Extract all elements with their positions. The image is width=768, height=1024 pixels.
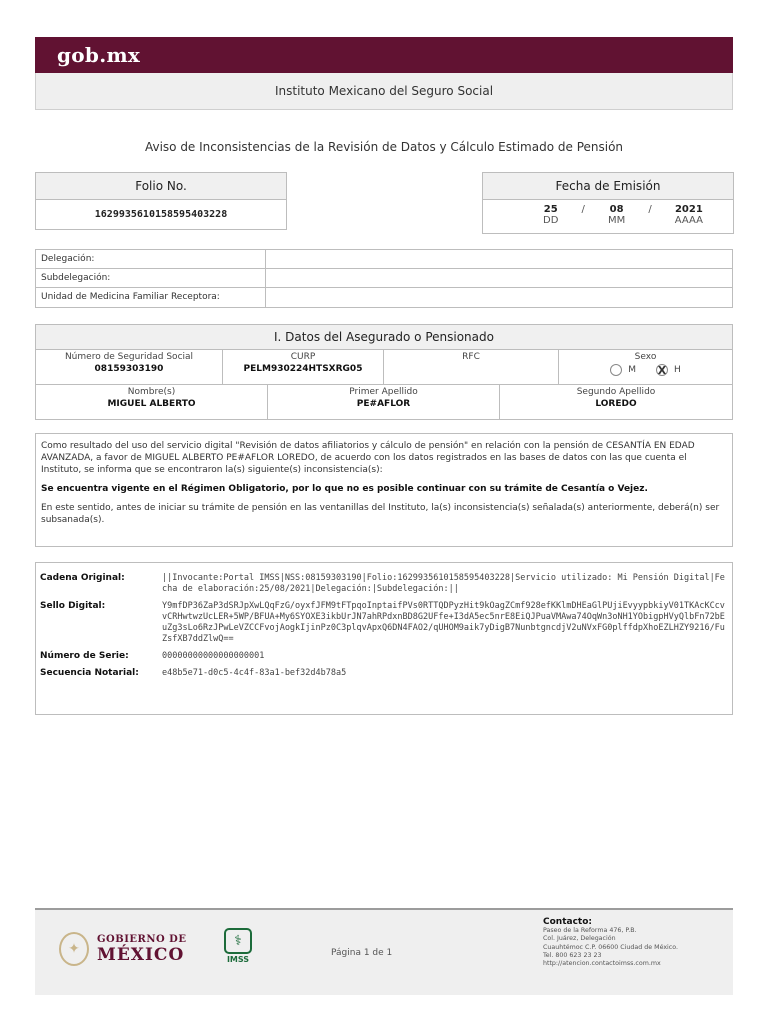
sello-value: Y9mfDP36ZaP3dSRJpXwLQqFzG/oyxfJFM9tFTpqoInptaifPVs0RTTQDPyzHit9kOagZCmf928efKKlmDHEaGlPUjiEvyypbkiyV01TKAcKCcvvCRHwtwzUcLER+5WP/BFUA+My6SYOXE3ikbUrJN7ahRPdxnBD8G2UFfe+I3dA5ec5nrE8EiQJPuaVMAwa74OqWn3oNH1YObigpHVyQlbFn72bEuZg3sLo6RzJPwLeVZCCFvojAogkIjinPz0C3plqvApxQ6DN4FAO2/qUHOM9aik7yDigB7NunbtgncdjV2uNVxFG0plffdpXhoEZLHZY9216/FuZsfXB7ddZlwQ==	[162, 601, 725, 644]
folio-value: 1629935610158595403228	[94, 209, 228, 220]
mensaje-paragraph-3: En este sentido, antes de iniciar su trámite de pensión en las ventanillas del Instituto, la(s) inconsistencia(s) señalada(s) anteriormente, deberá(n) ser subsanada(s).	[41, 503, 720, 525]
table-row	[36, 250, 732, 269]
table-row	[36, 288, 732, 307]
sexo-options	[559, 364, 732, 376]
fecha-year-label: AAAA	[674, 215, 703, 226]
segundo-apellido-cell	[500, 385, 732, 419]
fecha-month-label: MM	[607, 215, 626, 226]
contacto-line: Paseo de la Reforma 476, P.B.	[543, 927, 637, 935]
nss-cell	[36, 350, 223, 384]
fecha-emision-box	[482, 172, 734, 234]
asegurado-section	[35, 324, 733, 420]
table-row	[36, 385, 732, 419]
imss-emblem-icon: ⚕	[224, 928, 252, 954]
firma-digital-box	[35, 562, 733, 715]
nss-label: Número de Seguridad Social	[64, 352, 194, 362]
gob-logo-line1: GOBIERNO DE	[97, 933, 187, 945]
contacto-title: Contacto:	[543, 917, 592, 927]
contacto-link[interactable]: http://atencion.contactoimss.com.mx	[543, 960, 661, 968]
mensaje-paragraph-1: Como resultado del uso del servicio digital "Revisión de datos afiliatorios y cálculo de pensión" en relación con la pensión de CESANTÍA EN EDAD AVANZADA, a favor de MIGUEL ALBERTO PE#AFLOR LOREDO, de acuerdo con los datos registrados en las bases de datos con las que cuenta el Instituto, se informa que se encontraron la(s) siguiente(s) inconsistencia(s):	[41, 441, 695, 475]
brand-bar	[35, 37, 733, 73]
fecha-values	[483, 200, 733, 226]
table-row	[36, 350, 732, 385]
cadena-row	[40, 573, 728, 595]
page-header	[35, 37, 733, 110]
institute-name: Instituto Mexicano del Seguro Social	[35, 73, 733, 110]
subdelegacion-value	[266, 269, 732, 287]
nss-value: 08159303190	[94, 364, 164, 374]
contacto-line: Col. Juárez, Delegación	[543, 935, 616, 943]
segundo-apellido-label: Segundo Apellido	[576, 387, 656, 397]
umf-label: Unidad de Medicina Familiar Receptora:	[36, 288, 266, 307]
primer-apellido-value: PE#AFLOR	[356, 399, 411, 409]
mensaje-box	[35, 433, 733, 547]
cadena-label: Cadena Original:	[40, 573, 125, 583]
folio-label: Folio No.	[36, 173, 286, 200]
contacto-line: Cuauhtémoc C.P. 06600 Ciudad de México.	[543, 943, 679, 951]
rfc-cell	[384, 350, 559, 384]
sexo-m-label: M	[628, 365, 636, 375]
fecha-label: Fecha de Emisión	[483, 173, 733, 200]
primer-apellido-cell	[268, 385, 500, 419]
cadena-value: ||Invocante:Portal IMSS|NSS:08159303190|Folio:1629935610158595403228|Servicio utilizado: Mi Pensión Digital|Fecha de elaboración:25/08/2021|Delegación:|Subdelegación:||	[162, 573, 725, 594]
sello-row	[40, 601, 728, 645]
fecha-year: 2021	[674, 204, 703, 215]
page-number: Página 1 de 1	[331, 948, 393, 958]
nombre-cell	[36, 385, 268, 419]
primer-apellido-label: Primer Apellido	[349, 387, 418, 397]
contacto-line: Tel. 800 623 23 23	[543, 951, 602, 959]
segundo-apellido-value: LOREDO	[595, 399, 637, 409]
imss-logo	[221, 928, 255, 964]
delegacion-table	[35, 249, 733, 308]
gob-logo-line2: MÉXICO	[97, 944, 185, 965]
curp-label: CURP	[290, 352, 316, 362]
table-row	[36, 269, 732, 288]
contacto-block	[543, 918, 678, 968]
fecha-day-label: DD	[543, 215, 559, 226]
serie-row	[40, 651, 728, 662]
gobierno-mexico-logo	[59, 932, 186, 966]
sello-label: Sello Digital:	[40, 601, 106, 611]
fecha-separator: /	[581, 204, 585, 215]
subdelegacion-label: Subdelegación:	[36, 269, 266, 287]
fecha-separator: /	[648, 204, 652, 215]
umf-value	[266, 288, 732, 307]
page-footer	[35, 908, 733, 995]
nombre-value: MIGUEL ALBERTO	[107, 399, 196, 409]
secuencia-label: Secuencia Notarial:	[40, 668, 139, 678]
secuencia-row	[40, 668, 728, 679]
asegurado-title: I. Datos del Asegurado o Pensionado	[36, 325, 732, 350]
curp-cell	[223, 350, 384, 384]
mensaje-paragraph-2: Se encuentra vigente en el Régimen Obligatorio, por lo que no es posible continuar con su trámite de Cesantía o Vejez.	[41, 484, 648, 494]
eagle-icon: ✦	[59, 932, 89, 966]
fecha-day: 25	[543, 204, 558, 215]
delegacion-value	[266, 250, 732, 268]
sexo-cell	[559, 350, 732, 384]
secuencia-value: e48b5e71-d0c5-4c4f-83a1-bef32d4b78a5	[162, 668, 347, 678]
gob-mx-logo[interactable]: gob.mx	[57, 43, 141, 67]
document-title: Aviso de Inconsistencias de la Revisión de Datos y Cálculo Estimado de Pensión	[144, 140, 624, 154]
sexo-h-radio[interactable]: X	[657, 363, 667, 377]
serie-value: 00000000000000000001	[162, 651, 265, 661]
sexo-label: Sexo	[634, 352, 657, 362]
serie-label: Número de Serie:	[40, 651, 129, 661]
rfc-label: RFC	[462, 352, 480, 362]
imss-logo-text: IMSS	[226, 955, 250, 964]
folio-box	[35, 172, 287, 230]
sexo-m-radio[interactable]	[610, 364, 622, 376]
sexo-h-label: H	[673, 365, 681, 375]
delegacion-label: Delegación:	[36, 250, 266, 268]
curp-value: PELM930224HTSXRG05	[243, 364, 363, 374]
fecha-month: 08	[609, 204, 624, 215]
nombre-label: Nombre(s)	[127, 387, 176, 397]
